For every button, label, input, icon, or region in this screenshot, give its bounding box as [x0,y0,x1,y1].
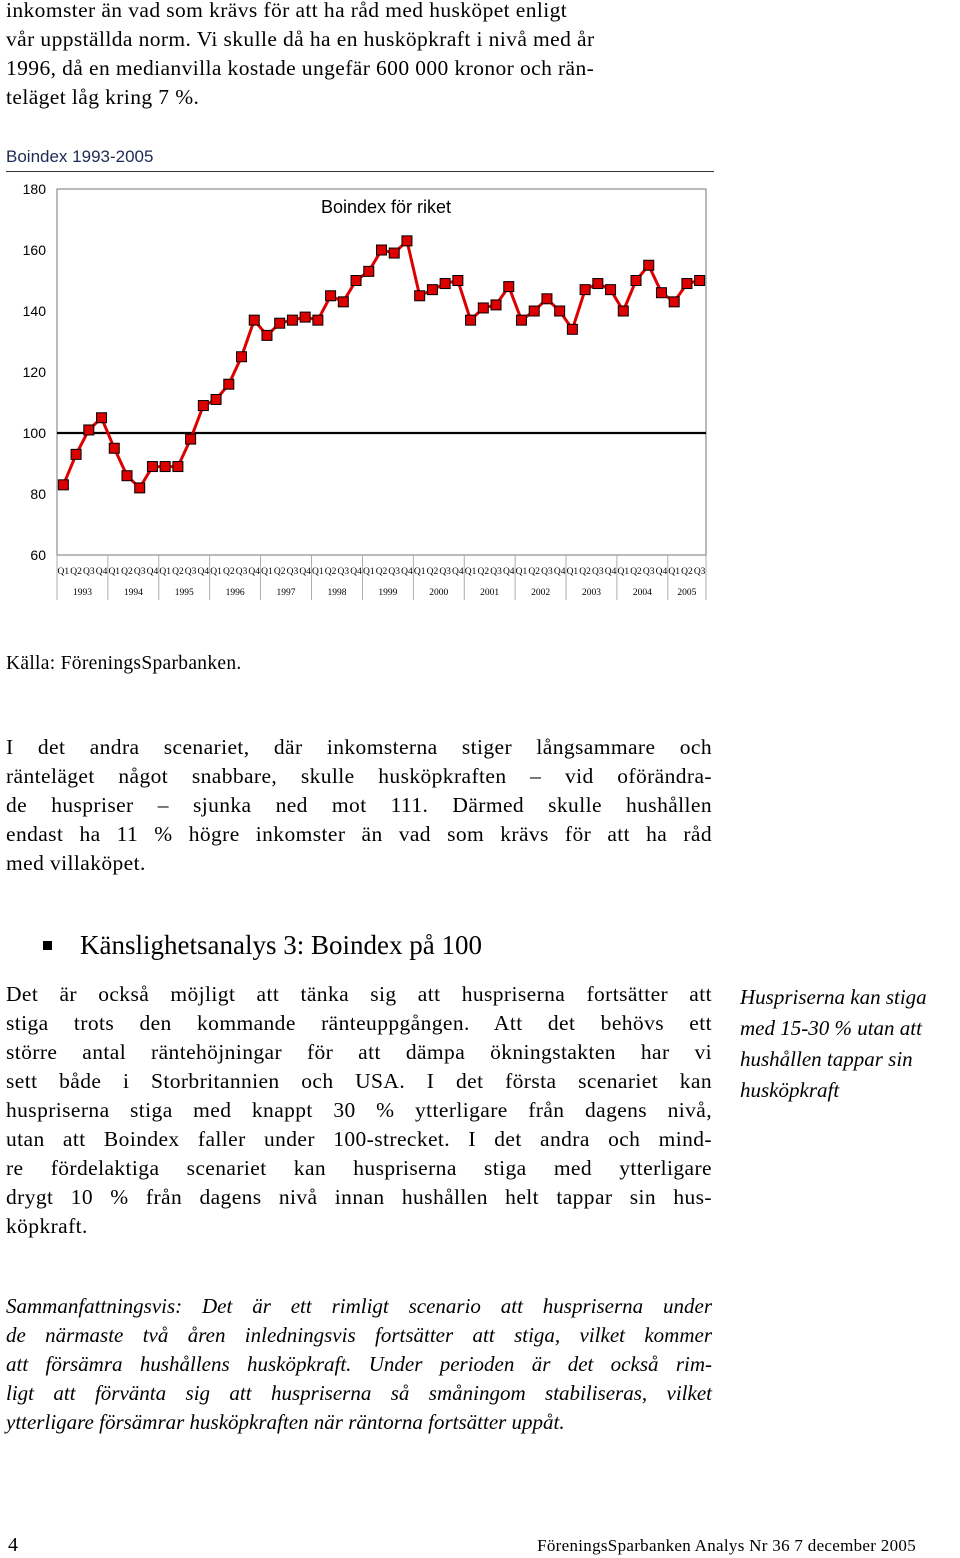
data-point [313,315,323,325]
data-point [109,443,119,453]
data-point [84,425,94,435]
paragraph-line: stiga trots den kommande ränteuppgången. Att det behövs ett [6,1011,712,1035]
data-point [606,285,616,295]
x-tick-quarter-label: Q4 [197,567,210,577]
data-point [669,297,679,307]
data-point [198,401,208,411]
paragraph-line: köpkraft. [6,1214,88,1238]
data-point [644,260,654,270]
paragraph-line: Det är också möjligt att tänka sig att huspriserna fortsätter att [6,982,712,1006]
source-note: Källa: FöreningsSparbanken. [6,653,242,674]
x-tick-year-label: 2001 [480,588,500,598]
paragraph-line: utan att Boindex faller under 100-strecket. I det andra och mind- [6,1127,712,1151]
paragraph-line: drygt 10 % från dagens nivå innan hushållen helt tappar sin hus- [6,1185,712,1209]
intro-line: vår uppställda norm. Vi skulle då ha en husköpkraft i nivå med år [6,27,595,51]
data-point [529,306,539,316]
x-tick-quarter-label: Q1 [617,567,630,577]
data-point [237,352,247,362]
x-tick-quarter-label: Q2 [681,567,693,577]
x-tick-quarter-label: Q1 [312,567,324,577]
data-point [377,245,387,255]
paragraph-line: de huspriser – sjunka ned mot 111. Därmed skulle hushållen [6,793,712,817]
data-point [618,306,628,316]
data-point [364,266,374,276]
data-point [453,276,463,286]
data-point [211,394,221,404]
data-point [389,248,399,258]
data-point [631,276,641,286]
data-point [58,480,68,490]
x-tick-quarter-label: Q1 [159,567,171,577]
paragraph-line: sett både i Storbritannien och USA. I det första scenariet kan [6,1069,712,1093]
x-tick-year-label: 2005 [677,588,697,598]
y-tick-label: 80 [30,486,46,502]
series-line [63,241,699,488]
x-tick-quarter-label: Q2 [324,567,337,577]
x-tick-quarter-label: Q3 [592,567,604,577]
page-number: 4 [8,1534,18,1556]
data-point [567,324,577,334]
x-tick-quarter-label: Q2 [426,567,439,577]
summary-line: ligt att förvänta sig att huspriserna så småningom stabiliseras, vilket [6,1381,712,1405]
x-tick-quarter-label: Q3 [184,567,197,577]
x-tick-year-label: 1997 [276,588,296,598]
data-point [580,285,590,295]
intro-line: 1996, då en medianvilla kostade ungefär 600 000 kronor och rän- [6,56,595,80]
summary-line: att försämra hushållens husköpkraft. Under perioden är det också rim- [6,1352,712,1376]
x-tick-quarter-label: Q1 [668,567,680,577]
data-point [466,315,476,325]
x-tick-quarter-label: Q3 [642,567,655,577]
x-tick-quarter-label: Q3 [388,567,401,577]
data-point [186,434,196,444]
data-point [173,462,183,472]
x-tick-quarter-label: Q1 [261,567,273,577]
x-tick-quarter-label: Q4 [350,567,362,577]
x-tick-quarter-label: Q2 [222,567,235,577]
data-point [160,462,170,472]
paragraph-line: ränteläget något snabbare, skulle husköpkraften – vid oförändra- [6,764,712,788]
x-tick-quarter-label: Q3 [439,567,451,577]
x-tick-quarter-label: Q3 [693,567,706,577]
x-tick-quarter-label: Q2 [273,567,286,577]
data-point [249,315,259,325]
data-point [555,306,565,316]
data-point [542,294,552,304]
x-tick-quarter-label: Q1 [413,567,426,577]
x-tick-quarter-label: Q4 [452,567,464,577]
boindex-chart [0,172,720,612]
x-tick-quarter-label: Q1 [210,567,222,577]
x-tick-quarter-label: Q4 [604,567,617,577]
x-tick-quarter-label: Q2 [172,567,184,577]
y-tick-label: 60 [30,547,46,563]
footer-publication: FöreningsSparbanken Analys Nr 36 7 december 2005 [537,1536,916,1555]
data-point [427,285,437,295]
x-tick-year-label: 1994 [123,588,143,598]
y-tick-label: 140 [22,303,46,319]
x-tick-quarter-label: Q3 [286,567,299,577]
x-tick-quarter-label: Q4 [95,567,108,577]
data-point [440,279,450,289]
data-point [97,413,107,423]
x-tick-quarter-label: Q4 [401,567,413,577]
x-tick-quarter-label: Q1 [362,567,375,577]
chart-heading: Boindex 1993-2005 [6,147,154,166]
data-point [147,462,157,472]
data-point [326,291,336,301]
y-tick-label: 160 [22,242,46,258]
x-tick-year-label: 1998 [327,588,347,598]
margin-note: Huspriserna kan stiga med 15-30 % utan att hushållen tappar sin husköpkraft [740,985,927,1102]
x-tick-year-label: 2000 [429,588,449,598]
x-tick-quarter-label: Q4 [553,567,566,577]
data-point [491,300,501,310]
x-tick-quarter-label: Q3 [490,567,502,577]
data-point [682,279,692,289]
x-tick-year-label: 2003 [581,588,601,598]
data-point [402,236,412,246]
x-tick-quarter-label: Q4 [502,567,515,577]
x-tick-quarter-label: Q1 [108,567,121,577]
data-point [338,297,348,307]
data-point [478,303,488,313]
data-point [122,471,132,481]
summary-line: ytterligare försämrar husköpkraften när räntorna fortsätter uppåt. [6,1410,565,1434]
summary-line: de närmaste två åren inledningsvis fortsätter att stiga, vilket kommer [6,1323,712,1347]
data-point [351,276,361,286]
section-heading: Känslighetsanalys 3: Boindex på 100 [80,930,482,960]
x-tick-quarter-label: Q3 [541,567,553,577]
data-point [135,483,145,493]
x-tick-quarter-label: Q2 [630,567,642,577]
paragraph-line: re fördelaktiga scenariet kan huspriserna stiga med ytterligare [6,1156,712,1180]
data-point [504,282,514,292]
bullet-square-icon [43,941,52,950]
data-point [516,315,526,325]
x-tick-quarter-label: Q3 [133,567,146,577]
x-tick-quarter-label: Q2 [121,567,133,577]
x-tick-quarter-label: Q2 [70,567,82,577]
y-tick-label: 120 [22,364,46,380]
intro-line: teläget låg kring 7 %. [6,85,200,109]
data-point [695,276,705,286]
x-tick-quarter-label: Q2 [528,567,541,577]
data-point [415,291,425,301]
x-tick-quarter-label: Q2 [579,567,591,577]
x-tick-year-label: 1995 [174,588,194,598]
x-tick-quarter-label: Q1 [57,567,70,577]
data-point [656,288,666,298]
x-tick-quarter-label: Q4 [146,567,159,577]
y-tick-label: 180 [22,181,46,197]
x-tick-quarter-label: Q3 [83,567,95,577]
paragraph-line: större antal räntehöjningar för att dämpa ökningstakten har vi [6,1040,712,1064]
paragraph-line: huspriserna stiga med knappt 30 % ytterligare från dagens nivå, [6,1098,712,1122]
plot-frame [57,189,706,555]
x-tick-quarter-label: Q4 [248,567,261,577]
x-tick-quarter-label: Q2 [477,567,490,577]
data-point [300,312,310,322]
chart-title: Boindex för riket [320,197,452,217]
data-point [71,449,81,459]
x-tick-quarter-label: Q3 [235,567,248,577]
paragraph-line: I det andra scenariet, där inkomsterna stiger långsammare och [6,735,712,759]
x-tick-quarter-label: Q1 [464,567,477,577]
x-tick-quarter-label: Q2 [375,567,388,577]
paragraph-line: med villaköpet. [6,851,146,875]
x-tick-year-label: 2004 [632,588,652,598]
data-point [593,279,603,289]
x-tick-quarter-label: Q4 [655,567,668,577]
data-point [224,379,234,389]
x-tick-quarter-label: Q1 [566,567,579,577]
x-tick-year-label: 1993 [72,588,92,598]
intro-line: inkomster än vad som krävs för att ha råd med husköpet enligt [6,0,568,22]
summary-line: Sammanfattningsvis: Det är ett rimligt scenario att huspriserna under [6,1294,712,1318]
x-tick-quarter-label: Q3 [337,567,350,577]
y-tick-label: 100 [22,425,46,441]
data-point [287,315,297,325]
x-tick-year-label: 1996 [225,588,245,598]
x-tick-year-label: 2002 [531,588,551,598]
x-tick-year-label: 1999 [378,588,398,598]
data-point [275,318,285,328]
paragraph-line: endast ha 11 % högre inkomster än vad som krävs för att ha råd [6,822,712,846]
x-tick-quarter-label: Q4 [299,567,311,577]
x-tick-quarter-label: Q1 [515,567,528,577]
data-point [262,330,272,340]
